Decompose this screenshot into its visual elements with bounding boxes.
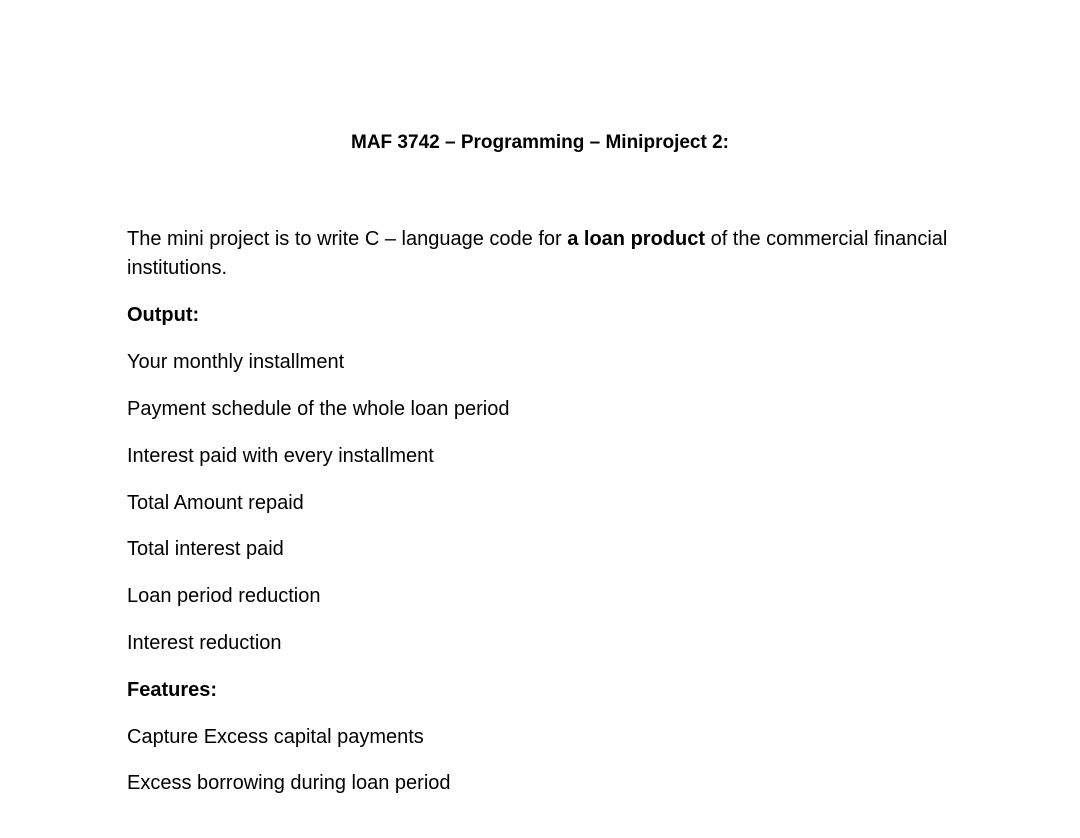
output-item: Total Amount repaid <box>127 492 304 514</box>
intro-text-after: of the commercial financial institutions. <box>127 228 948 279</box>
output-item: Interest paid with every installment <box>127 445 434 467</box>
output-heading: Output: <box>127 304 200 326</box>
output-item: Payment schedule of the whole loan period <box>127 398 510 420</box>
output-item: Total interest paid <box>127 538 284 560</box>
document-title: MAF 3742 – Programming – Miniproject 2: <box>351 132 729 153</box>
output-item: Loan period reduction <box>127 585 321 607</box>
intro-emphasis: a loan product <box>567 228 706 250</box>
features-heading: Features: <box>127 679 218 701</box>
intro-text-before: The mini project is to write C – language code for <box>127 228 568 250</box>
output-item: Your monthly installment <box>127 351 345 373</box>
features-item: Excess borrowing during loan period <box>127 772 451 794</box>
intro-paragraph <box>127 225 977 283</box>
output-item: Interest reduction <box>127 632 282 654</box>
features-item: Capture Excess capital payments <box>127 726 424 748</box>
